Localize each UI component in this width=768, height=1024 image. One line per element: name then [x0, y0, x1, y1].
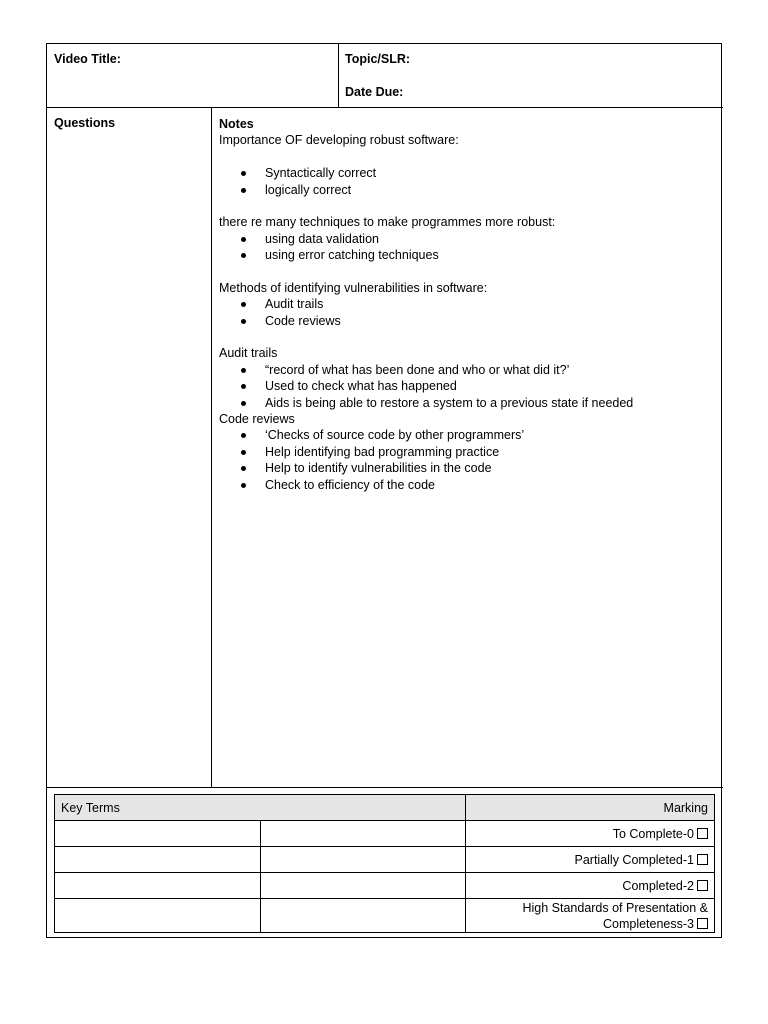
table-row	[55, 873, 715, 899]
bullet-icon	[241, 253, 246, 258]
list-item: Help to identify vulnerabilities in the code	[219, 460, 714, 476]
bullet-icon	[241, 483, 246, 488]
list-item: ‘Checks of source code by other programmers’	[219, 427, 714, 443]
audit-bullet-list	[219, 362, 714, 411]
checkbox[interactable]	[697, 854, 708, 865]
bullet-icon	[241, 466, 246, 471]
bullet-icon	[241, 237, 246, 242]
topic-label: Topic/SLR:	[345, 52, 411, 66]
marking-cell	[466, 821, 715, 847]
bullet-icon	[241, 368, 246, 373]
key-term-cell[interactable]	[260, 873, 466, 899]
questions-label: Questions	[54, 116, 116, 130]
marking-cell	[466, 899, 715, 933]
key-term-cell[interactable]	[260, 821, 466, 847]
key-term-cell[interactable]	[55, 847, 261, 873]
marking-header: Marking	[466, 795, 715, 821]
table-header-row	[55, 795, 715, 821]
intro-bullet-list	[219, 165, 714, 198]
list-item: using data validation	[219, 231, 714, 247]
code-bullet-list	[219, 427, 714, 493]
marking-label: To Complete-0	[612, 826, 694, 841]
notes-content	[219, 116, 714, 493]
list-item: Syntactically correct	[219, 165, 714, 181]
checkbox[interactable]	[697, 880, 708, 891]
note-sheet	[46, 43, 722, 938]
marking-label: Completed-2	[622, 878, 694, 893]
bullet-icon	[241, 384, 246, 389]
bullet-icon	[241, 450, 246, 455]
key-term-cell[interactable]	[260, 899, 466, 933]
methods-line: Methods of identifying vulnerabilities in software:	[219, 280, 488, 295]
list-item: Check to efficiency of the code	[219, 477, 714, 493]
marking-label: Partially Completed-1	[574, 852, 694, 867]
list-item: Help identifying bad programming practice	[219, 444, 714, 460]
questions-column[interactable]	[47, 108, 212, 787]
table-row	[55, 899, 715, 933]
notes-heading: Notes	[219, 117, 254, 131]
list-item: using error catching techniques	[219, 247, 714, 263]
checkbox[interactable]	[697, 918, 708, 929]
video-title-cell[interactable]	[47, 44, 339, 108]
code-heading: Code reviews	[219, 412, 295, 427]
methods-bullet-list	[219, 296, 714, 329]
marking-cell	[466, 847, 715, 873]
list-item: “record of what has been done and who or what did it?’	[219, 362, 714, 378]
marking-label: Completeness-3	[602, 916, 694, 931]
checkbox[interactable]	[697, 828, 708, 839]
notes-intro: Importance OF developing robust software:	[219, 133, 459, 148]
bullet-icon	[241, 401, 246, 406]
bullet-icon	[241, 302, 246, 307]
list-item: logically correct	[219, 182, 714, 198]
list-item: Audit trails	[219, 296, 714, 312]
bullet-icon	[241, 433, 246, 438]
key-terms-table	[54, 794, 715, 933]
key-term-cell[interactable]	[260, 847, 466, 873]
key-term-cell[interactable]	[55, 873, 261, 899]
table-row	[55, 847, 715, 873]
topic-date-cell[interactable]	[339, 44, 723, 108]
marking-cell	[466, 873, 715, 899]
key-term-cell[interactable]	[55, 821, 261, 847]
key-term-cell[interactable]	[55, 899, 261, 933]
notes-column[interactable]	[212, 108, 723, 787]
date-due-label: Date Due:	[345, 85, 404, 99]
table-row	[55, 821, 715, 847]
bullet-icon	[241, 171, 246, 176]
list-item: Code reviews	[219, 313, 714, 329]
bullet-icon	[241, 319, 246, 324]
techniques-line: there re many techniques to make programmes more robust:	[219, 215, 556, 230]
key-terms-header: Key Terms	[55, 795, 466, 821]
techniques-bullet-list	[219, 231, 714, 264]
list-item: Aids is being able to restore a system to a previous state if needed	[219, 395, 714, 411]
video-title-label: Video Title:	[54, 52, 121, 66]
marking-label: High Standards of Presentation &	[522, 900, 708, 915]
bullet-icon	[241, 188, 246, 193]
list-item: Used to check what has happened	[219, 378, 714, 394]
audit-heading: Audit trails	[219, 346, 278, 361]
section-divider	[47, 787, 723, 788]
